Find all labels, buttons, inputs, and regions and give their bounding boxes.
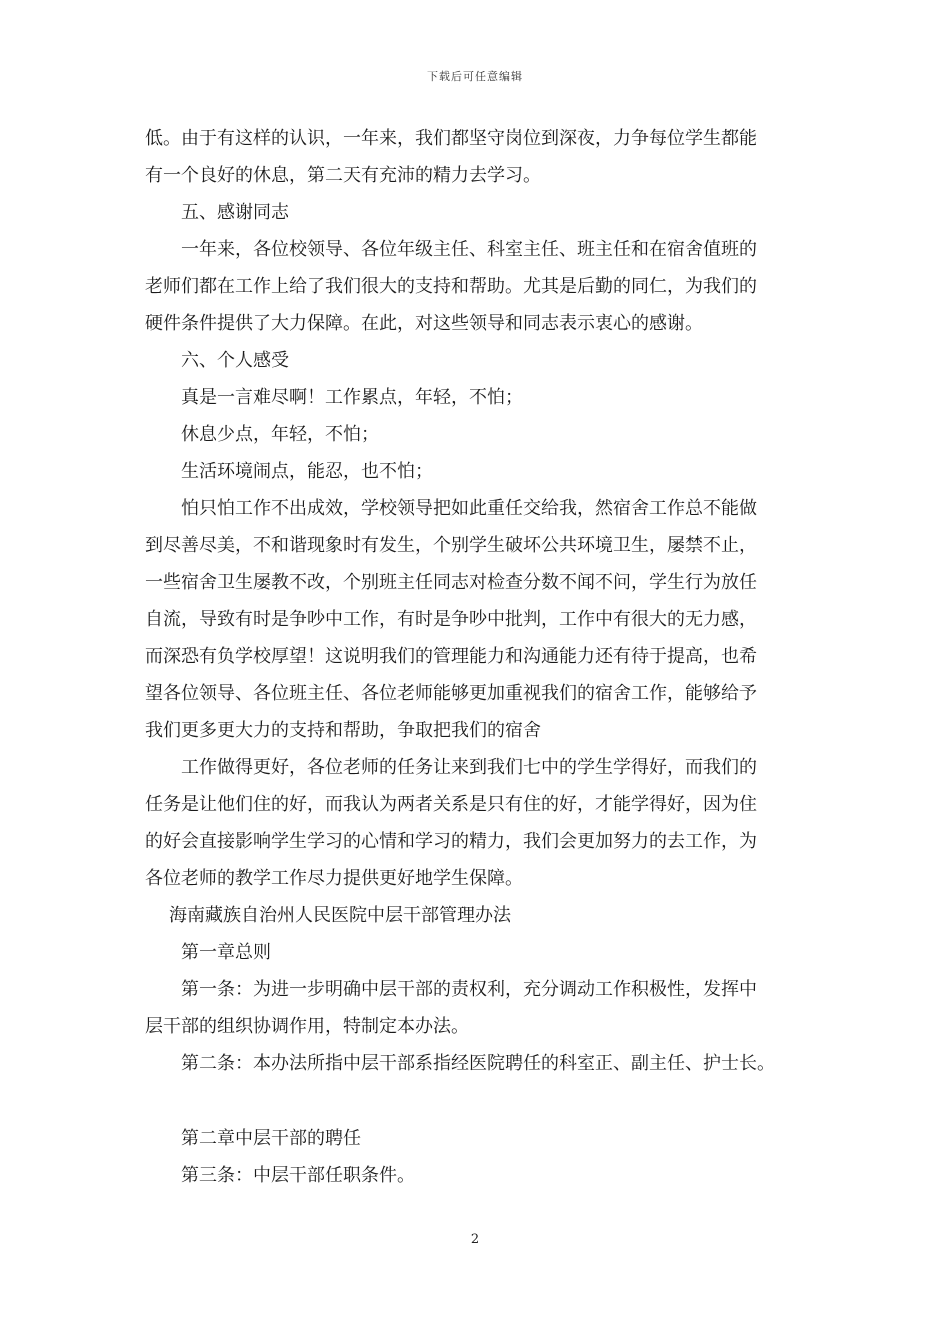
article-text: 层干部的组织协调作用，特制定本办法。 <box>145 1016 469 1037</box>
text-line: 的好会直接影响学生学习的心情和学习的精力，我们会更加努力的去工作，为 <box>145 831 757 852</box>
document-title: 海南藏族自治州人民医院中层干部管理办法 <box>169 905 511 926</box>
text-line: 有一个良好的休息，第二天有充沛的精力去学习。 <box>145 165 541 186</box>
article-text: 第二条：本办法所指中层干部系指经医院聘任的科室正、副主任、护士长。 <box>181 1053 775 1074</box>
text-line: 到尽善尽美，不和谐现象时有发生，个别学生破坏公共环境卫生，屡禁不止， <box>145 535 757 556</box>
section-heading: 五、感谢同志 <box>181 202 289 223</box>
text-line: 硬件条件提供了大力保障。在此，对这些领导和同志表示衷心的感谢。 <box>145 313 703 334</box>
page-number: 2 <box>470 1232 480 1247</box>
text-line: 自流，导致有时是争吵中工作，有时是争吵中批判，工作中有很大的无力感， <box>145 609 757 630</box>
text-line: 各位老师的教学工作尽力提供更好地学生保障。 <box>145 868 523 889</box>
chapter-heading: 第二章中层干部的聘任 <box>181 1128 361 1149</box>
text-line: 任务是让他们住的好，而我认为两者关系是只有住的好，才能学得好，因为住 <box>145 794 757 815</box>
text-line: 真是一言难尽啊！工作累点，年轻，不怕； <box>181 387 523 408</box>
section-heading: 六、个人感受 <box>181 350 289 371</box>
text-line: 怕只怕工作不出成效，学校领导把如此重任交给我，然宿舍工作总不能做 <box>181 498 757 519</box>
text-line: 而深恐有负学校厚望！这说明我们的管理能力和沟通能力还有待于提高，也希 <box>145 646 757 667</box>
text-line: 我们更多更大力的支持和帮助，争取把我们的宿舍 <box>145 720 541 741</box>
document-body <box>145 120 810 1194</box>
text-line: 生活环境闹点，能忍，也不怕； <box>181 461 433 482</box>
text-line: 老师们都在工作上给了我们很大的支持和帮助。尤其是后勤的同仁，为我们的 <box>145 276 757 297</box>
text-line: 低。由于有这样的认识，一年来，我们都坚守岗位到深夜，力争每位学生都能 <box>145 128 757 149</box>
article-text: 第一条：为进一步明确中层干部的责权利，充分调动工作积极性，发挥中 <box>181 979 757 1000</box>
page-header-note: 下载后可任意编辑 <box>427 70 523 83</box>
text-line: 一年来，各位校领导、各位年级主任、科室主任、班主任和在宿舍值班的 <box>181 239 757 260</box>
text-line: 休息少点，年轻，不怕； <box>181 424 379 445</box>
blank-line <box>145 1082 810 1120</box>
text-line: 一些宿舍卫生屡教不改，个别班主任同志对检查分数不闻不问，学生行为放任 <box>145 572 757 593</box>
chapter-heading: 第一章总则 <box>181 942 271 963</box>
article-text: 第三条：中层干部任职条件。 <box>181 1165 415 1186</box>
text-line: 工作做得更好，各位老师的任务让来到我们七中的学生学得好，而我们的 <box>181 757 757 778</box>
text-line: 望各位领导、各位班主任、各位老师能够更加重视我们的宿舍工作，能够给予 <box>145 683 757 704</box>
